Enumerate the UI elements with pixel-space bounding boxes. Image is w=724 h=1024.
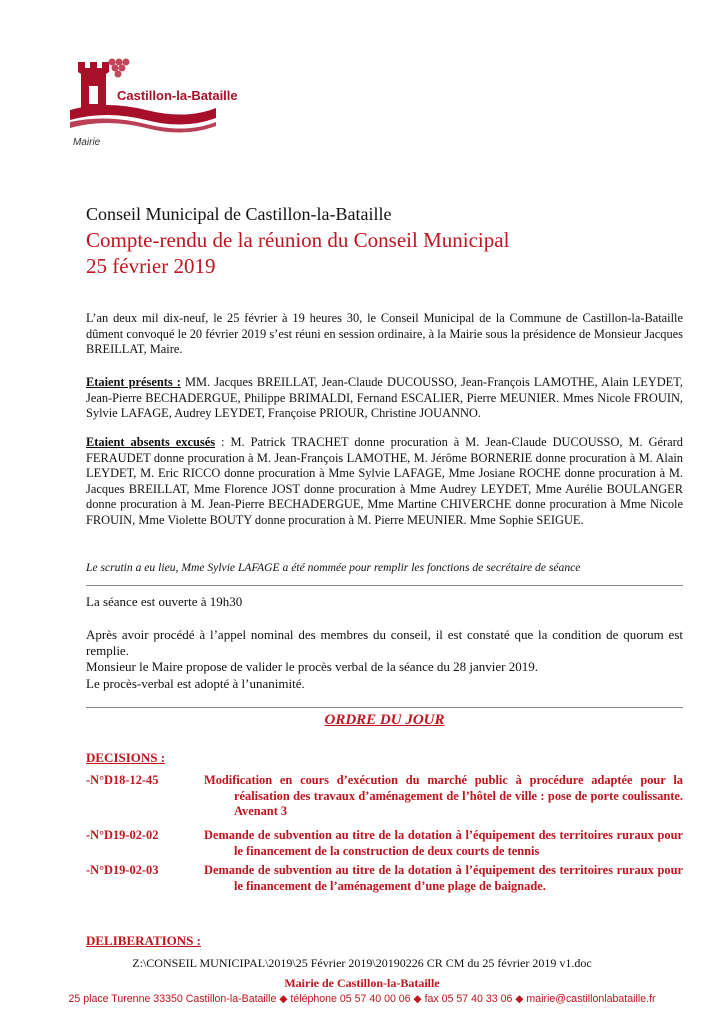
- title-line-2: 25 février 2019: [86, 254, 216, 278]
- divider: [86, 707, 683, 708]
- seance-text: La séance est ouverte à 19h30: [86, 594, 243, 609]
- decision-item: [86, 773, 683, 820]
- footer-name: Mairie de Castillon-la-Bataille: [284, 976, 440, 990]
- decision-item: [86, 828, 683, 859]
- ordre-du-jour-heading: ORDRE DU JOUR: [324, 712, 445, 728]
- absents-paragraph: [86, 435, 683, 529]
- presents-text: MM. Jacques BREILLAT, Jean-Claude DUCOUSSO, Jean-François LAMOTHE, Alain LEYDET, Jean-Pierre BECHADERGUE, Philippe BRIMALDI, Fernand ESCALIER, Pierre MEUNIER. Mmes Nicole FROUIN, Sylvie LAFAGE, Audrey LEYDET, Françoise PRIOUR, Christine JOUANNO.: [86, 375, 683, 421]
- decision-text: Modification en cours d’exécution du marché public à procédure adaptée pour la réalisation des travaux d’aménagement de l’hôtel de ville : pose de porte coulissante. Avenant 3: [204, 773, 683, 819]
- decision-text: Demande de subvention au titre de la dotation à l’équipement des territoires ruraux pour le financement de la construction de deux courts de tennis: [204, 828, 683, 858]
- scrutin-text: Le scrutin a eu lieu, Mme Sylvie LAFAGE a été nommée pour remplir les fonctions de secrétaire de séance: [86, 561, 581, 574]
- intro-paragraph: L’an deux mil dix-neuf, le 25 février à 19 heures 30, le Conseil Municipal de la Commune de Castillon-la-Bataille dûment convoqué le 20 février 2019 s’est réuni en session ordinaire, à la Mairie sous la présidence de Monsieur Jacques BREILLAT, Maire.: [86, 311, 683, 357]
- pv-line-2: Le procès-verbal est adopté à l’unanimité.: [86, 676, 305, 691]
- page-title: [86, 227, 509, 279]
- logo-subtitle: Mairie: [73, 137, 101, 148]
- divider: [86, 585, 683, 586]
- page-subtitle: Conseil Municipal de Castillon-la-Bataille: [86, 204, 392, 224]
- decisions-label: DECISIONS :: [86, 750, 166, 765]
- file-path: Z:\CONSEIL MUNICIPAL\2019\25 Février 2019\20190226 CR CM du 25 février 2019 v1.doc: [132, 956, 592, 970]
- presents-paragraph: [86, 375, 683, 422]
- decision-code: -N°D18-12-45: [86, 773, 159, 787]
- deliberations-label: DELIBERATIONS :: [86, 933, 201, 948]
- title-line-1: Compte-rendu de la réunion du Conseil Municipal: [86, 228, 510, 252]
- decision-code: -N°D19-02-02: [86, 828, 159, 842]
- absents-text: : M. Patrick TRACHET donne procuration à M. Jean-Claude DUCOUSSO, M. Gérard FERAUDET donne procuration à M. Jean-François LAMOTHE, M. Jérôme BORNERIE donne procuration à M. Alain LEYDET, M. Eric RICCO donne procuration à Mme Sylvie LAFAGE, Mme Josiane ROCHE donne procuration à M. Jacques BREILLAT, Mme Florence JOST donne procuration à Mme Audrey LEYDET, Mme Aurélie BOULANGER donne procuration à M. Jean-Pierre BECHADERGUE, Mme Martine CHIVERCHE donne procuration à Mme Nicole FROUIN, Mme Violette BOUTY donne procuration à M. Pierre MEUNIER. Mme Sophie SEIGUE.: [86, 435, 684, 527]
- absents-label: Etaient absents excusés: [86, 435, 216, 449]
- decision-code: -N°D19-02-03: [86, 863, 159, 877]
- decision-text: Demande de subvention au titre de la dotation à l’équipement des territoires ruraux pour le financement de l’aménagement d’une plage de baignade.: [204, 863, 683, 893]
- appel-text: Après avoir procédé à l’appel nominal des membres du conseil, il est constaté que la condition de quorum est remplie.: [86, 627, 683, 658]
- logo-name: Castillon-la-Bataille: [117, 88, 238, 103]
- pv-line-1: Monsieur le Maire propose de valider le procès verbal de la séance du 28 janvier 2019.: [86, 659, 538, 674]
- decision-item: [86, 863, 683, 894]
- presents-label: Etaient présents :: [86, 375, 181, 389]
- footer-address: 25 place Turenne 33350 Castillon-la-Bataille ◆ téléphone 05 57 40 00 06 ◆ fax 05 57 40 33 06 ◆ mairie@castillonlabataille.fr: [68, 993, 656, 1005]
